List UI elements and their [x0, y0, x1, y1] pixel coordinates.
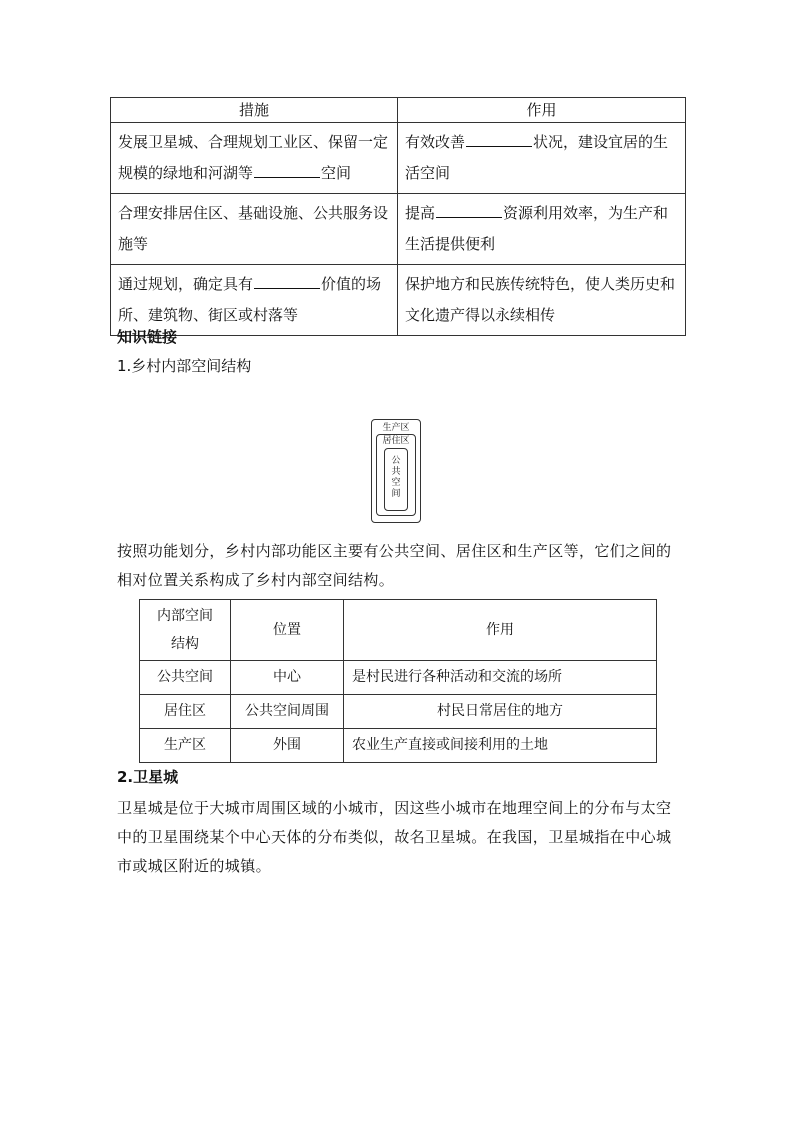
table-row: [111, 194, 686, 265]
table-row: [111, 265, 686, 336]
fill-in-blank[interactable]: [254, 176, 320, 178]
measure-text: 合理安排居住区、基础设施、公共服务设施等: [118, 204, 389, 253]
fill-in-blank[interactable]: [466, 145, 532, 147]
fill-in-blank[interactable]: [254, 287, 320, 289]
header-line: 结构: [171, 636, 199, 652]
public-space-char: 公: [391, 456, 401, 466]
measure-text: 通过规划，确定具有: [118, 275, 254, 293]
knowledge-heading: 知识链接: [117, 328, 178, 346]
table-row: [111, 123, 686, 194]
effect-text: 有效改善: [405, 133, 466, 151]
table-row: [140, 661, 657, 695]
role-cell: 是村民进行各种活动和交流的场所: [344, 661, 657, 695]
effect-cell: [398, 123, 686, 194]
effect-cell: [398, 194, 686, 265]
section2-paragraph: 卫星城是位于大城市周围区域的小城市，因这些小城市在地理空间上的分布与太空中的卫星围绕某个中心天体的分布类似，故名卫星城。在我国，卫星城指在中心城市或城区附近的城镇。: [117, 799, 672, 875]
column-header-position: 位置: [231, 600, 344, 661]
effect-text: 状况，建设宜居的生活空间: [405, 133, 669, 182]
measure-text: 发展卫星城、合理规划工业区、保留一定规模的绿地和河湖等: [118, 133, 389, 182]
structure-table: [139, 599, 657, 763]
column-header-structure: [140, 600, 231, 661]
table-header-row: [140, 600, 657, 661]
public-space-zone: [384, 448, 408, 511]
section1-paragraph: 按照功能划分，乡村内部功能区主要有公共空间、居住区和生产区等，它们之间的相对位置关系构成了乡村内部空间结构。: [117, 542, 672, 589]
table-row: [140, 729, 657, 763]
effect-text: 资源利用效率，为生产和生活提供便利: [405, 204, 669, 253]
public-space-char: 空: [391, 478, 401, 488]
effect-text: 提高: [405, 204, 436, 222]
measure-text: 空间: [321, 164, 352, 182]
position-cell: 外围: [231, 729, 344, 763]
structure-cell: 居住区: [140, 695, 231, 729]
public-space-char: 共: [391, 467, 401, 477]
fill-in-blank[interactable]: [436, 216, 502, 218]
table-header-row: [111, 98, 686, 123]
column-header-role: 作用: [344, 600, 657, 661]
village-structure-diagram: [371, 419, 421, 523]
effect-cell: [398, 265, 686, 336]
measure-cell: [111, 194, 398, 265]
production-zone-label: 生产区: [382, 423, 410, 433]
position-cell: 中心: [231, 661, 344, 695]
header-line: 内部空间: [157, 608, 213, 624]
structure-cell: 公共空间: [140, 661, 231, 695]
column-header-effect: 作用: [398, 98, 686, 123]
measure-cell: [111, 265, 398, 336]
role-cell: 村民日常居住的地方: [344, 695, 657, 729]
column-header-measure: 措施: [111, 98, 398, 123]
role-cell: 农业生产直接或间接利用的土地: [344, 729, 657, 763]
section2-title: 2.卫星城: [117, 768, 179, 786]
measures-table: [110, 97, 686, 336]
measure-cell: [111, 123, 398, 194]
public-space-char: 间: [391, 489, 401, 499]
table-row: [140, 695, 657, 729]
effect-text: 保护地方和民族传统特色，使人类历史和文化遗产得以永续相传: [405, 275, 676, 324]
measure-text: 价值的场所、建筑物、街区或村落等: [118, 275, 382, 324]
structure-cell: 生产区: [140, 729, 231, 763]
section1-title: 1.乡村内部空间结构: [117, 357, 252, 375]
residential-zone-label: 居住区: [382, 436, 410, 446]
position-cell: 公共空间周围: [231, 695, 344, 729]
